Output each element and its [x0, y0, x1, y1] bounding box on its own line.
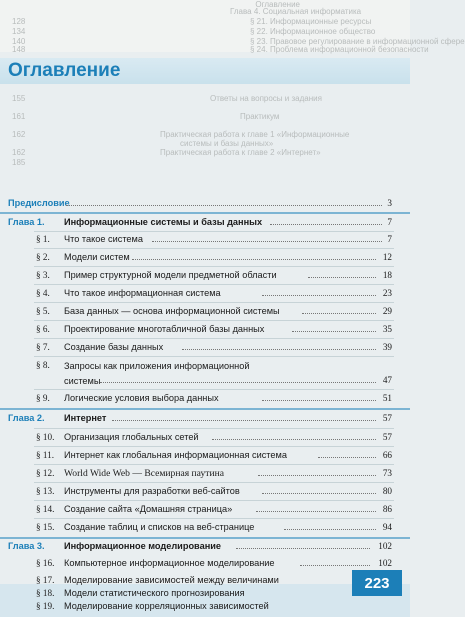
section-number: § 19. — [36, 601, 55, 611]
section-title: Логические условия выбора данных — [64, 393, 219, 403]
toc-item[interactable] — [0, 519, 392, 537]
leader-dots — [270, 224, 382, 225]
chapter-title: Информационные системы и базы данных — [64, 217, 263, 227]
section-title: Интернет как глобальная информационная система — [64, 450, 287, 460]
section-number: § 13. — [36, 486, 55, 496]
page-number-badge: 223 — [352, 570, 402, 596]
leader-dots — [292, 331, 376, 332]
leader-dots — [262, 493, 376, 494]
chapter-label: Глава 2. — [8, 413, 45, 423]
leader-dots — [212, 439, 376, 440]
toc-preface[interactable] — [0, 195, 392, 213]
ghost-page: 162 — [12, 130, 26, 139]
section-number: § 6. — [36, 324, 50, 334]
toc-item[interactable] — [0, 555, 392, 573]
chapter-label: Глава 3. — [8, 541, 45, 551]
section-number: § 7. — [36, 342, 50, 352]
section-title: База данных — основа информационной системы — [64, 306, 280, 316]
toc-item[interactable] — [0, 429, 392, 447]
page-ref: 12 — [382, 252, 392, 262]
toc-chapter-1[interactable] — [0, 214, 392, 232]
page-ref: 94 — [382, 522, 392, 532]
ghost-line: § 23. Правовое регулирование в информационной сфере — [250, 37, 465, 46]
chapter-title: Интернет — [64, 413, 107, 423]
section-number: § 5. — [36, 306, 50, 316]
section-title: Что такое система — [64, 234, 143, 244]
page-ref: 80 — [382, 486, 392, 496]
ghost-line: Практикум — [240, 112, 280, 121]
toc-item[interactable] — [0, 303, 392, 321]
toc-item[interactable] — [0, 339, 392, 357]
leader-dots — [284, 529, 376, 530]
page-ref: 35 — [382, 324, 392, 334]
page-title: Оглавление — [8, 60, 121, 81]
ghost-header: Оглавление — [255, 0, 300, 9]
section-title: Компьютерное информационное моделирование — [64, 558, 275, 568]
page-ref: 57 — [382, 432, 392, 442]
leader-dots — [302, 313, 376, 314]
section-number: § 8. — [36, 360, 50, 370]
ghost-page: 140 — [12, 37, 26, 46]
toc-chapter-3[interactable] — [0, 538, 392, 556]
leader-dots — [262, 295, 376, 296]
section-number: § 16. — [36, 558, 55, 568]
page-ref: 66 — [382, 450, 392, 460]
section-title-line-1: Запросы как приложения информационной — [64, 361, 250, 371]
toc-item[interactable] — [0, 465, 392, 483]
ghost-line: § 21. Информационные ресурсы — [250, 17, 372, 26]
section-title: Создание базы данных — [64, 342, 164, 352]
ghost-page: 185 — [12, 158, 26, 167]
toc-item[interactable] — [0, 321, 392, 339]
section-title: Модели статистического прогнозирования — [64, 588, 245, 598]
leader-dots — [132, 259, 376, 260]
page-ref: 57 — [382, 413, 392, 423]
section-number: § 2. — [36, 252, 50, 262]
toc-item[interactable] — [0, 285, 392, 303]
toc-item[interactable] — [0, 231, 392, 249]
section-number: § 1. — [36, 234, 50, 244]
leader-dots — [258, 475, 376, 476]
page-ref: 29 — [382, 306, 392, 316]
ghost-line: системы и базы данных» — [180, 139, 274, 148]
leader-dots — [182, 349, 376, 350]
leader-dots — [100, 382, 376, 383]
section-title: Моделирование зависимостей между величинами — [64, 575, 279, 585]
section-number: § 4. — [36, 288, 50, 298]
section-number: § 3. — [36, 270, 50, 280]
page-ref: 47 — [382, 375, 392, 385]
page-ref: 7 — [387, 217, 392, 227]
toc-item[interactable] — [0, 483, 392, 501]
page-ref: 18 — [382, 270, 392, 280]
toc-item[interactable] — [0, 357, 392, 387]
section-title: Модели систем — [64, 252, 130, 262]
section-number: § 14. — [36, 504, 55, 514]
ghost-line: Практическая работа к главе 2 «Интернет» — [160, 148, 321, 157]
leader-dots — [300, 565, 370, 566]
leader-dots — [318, 457, 376, 458]
section-title-line-2: системы — [64, 376, 101, 386]
leader-dots — [236, 548, 370, 549]
page-ref: 23 — [382, 288, 392, 298]
page-ref: 73 — [382, 468, 392, 478]
ghost-line: Ответы на вопросы и задания — [210, 94, 322, 103]
ghost-page: 134 — [12, 27, 26, 36]
section-title: Организация глобальных сетей — [64, 432, 199, 442]
section-title: Моделирование корреляционных зависимостей — [64, 601, 269, 611]
section-title: Создание таблиц и списков на веб-странице — [64, 522, 255, 532]
page-ref: 3 — [387, 198, 392, 208]
section-title: Создание сайта «Домашняя страница» — [64, 504, 233, 514]
page-ref: 39 — [382, 342, 392, 352]
toc-overflow-area — [0, 572, 340, 617]
ghost-page: 148 — [12, 45, 26, 54]
preface-label: Предисловие — [8, 198, 70, 208]
section-title: Инструменты для разработки веб-сайтов — [64, 486, 240, 496]
section-number: § 17. — [36, 575, 55, 585]
section-number: § 9. — [36, 393, 50, 403]
page-ref: 102 — [378, 541, 392, 551]
ghost-line: § 24. Проблема информационной безопасности — [250, 45, 429, 54]
page-ref: 51 — [382, 393, 392, 403]
toc-item[interactable] — [0, 501, 392, 519]
bleed-through-area — [0, 0, 465, 54]
toc-item[interactable] — [0, 267, 392, 285]
section-number: § 18. — [36, 588, 55, 598]
chapter-label: Глава 1. — [8, 217, 45, 227]
page-ref: 7 — [387, 234, 392, 244]
leader-dots — [256, 511, 376, 512]
ghost-line: Глава 4. Социальная информатика — [230, 7, 362, 16]
chapter-title: Информационное моделирование — [64, 541, 221, 551]
page-ref: 102 — [378, 558, 392, 568]
ghost-page: 161 — [12, 112, 26, 121]
toc-item[interactable] — [0, 598, 392, 616]
ghost-page: 155 — [12, 94, 26, 103]
leader-dots — [152, 241, 382, 242]
section-number: § 12. — [36, 468, 55, 478]
section-title: Что такое информационная система — [64, 288, 221, 298]
toc-item[interactable] — [0, 390, 392, 408]
toc-chapter-2[interactable] — [0, 410, 392, 428]
section-title: World Wide Web — Всемирная паутина — [64, 468, 224, 479]
section-title: Проектирование многотабличной базы данных — [64, 324, 265, 334]
leader-dots — [112, 420, 376, 421]
section-number: § 10. — [36, 432, 55, 442]
ghost-line: § 22. Информационное общество — [250, 27, 376, 36]
ghost-page: 162 — [12, 148, 26, 157]
toc-item[interactable] — [0, 447, 392, 465]
section-number: § 15. — [36, 522, 55, 532]
leader-dots — [262, 400, 376, 401]
leader-dots — [308, 277, 376, 278]
ghost-line: Практическая работа к главе 1 «Информационные — [160, 130, 350, 139]
ghost-page: 128 — [12, 17, 26, 26]
page-ref: 86 — [382, 504, 392, 514]
section-title: Пример структурной модели предметной области — [64, 270, 277, 280]
leader-dots — [66, 205, 382, 206]
toc-item[interactable] — [0, 249, 392, 267]
section-number: § 11. — [36, 450, 55, 460]
